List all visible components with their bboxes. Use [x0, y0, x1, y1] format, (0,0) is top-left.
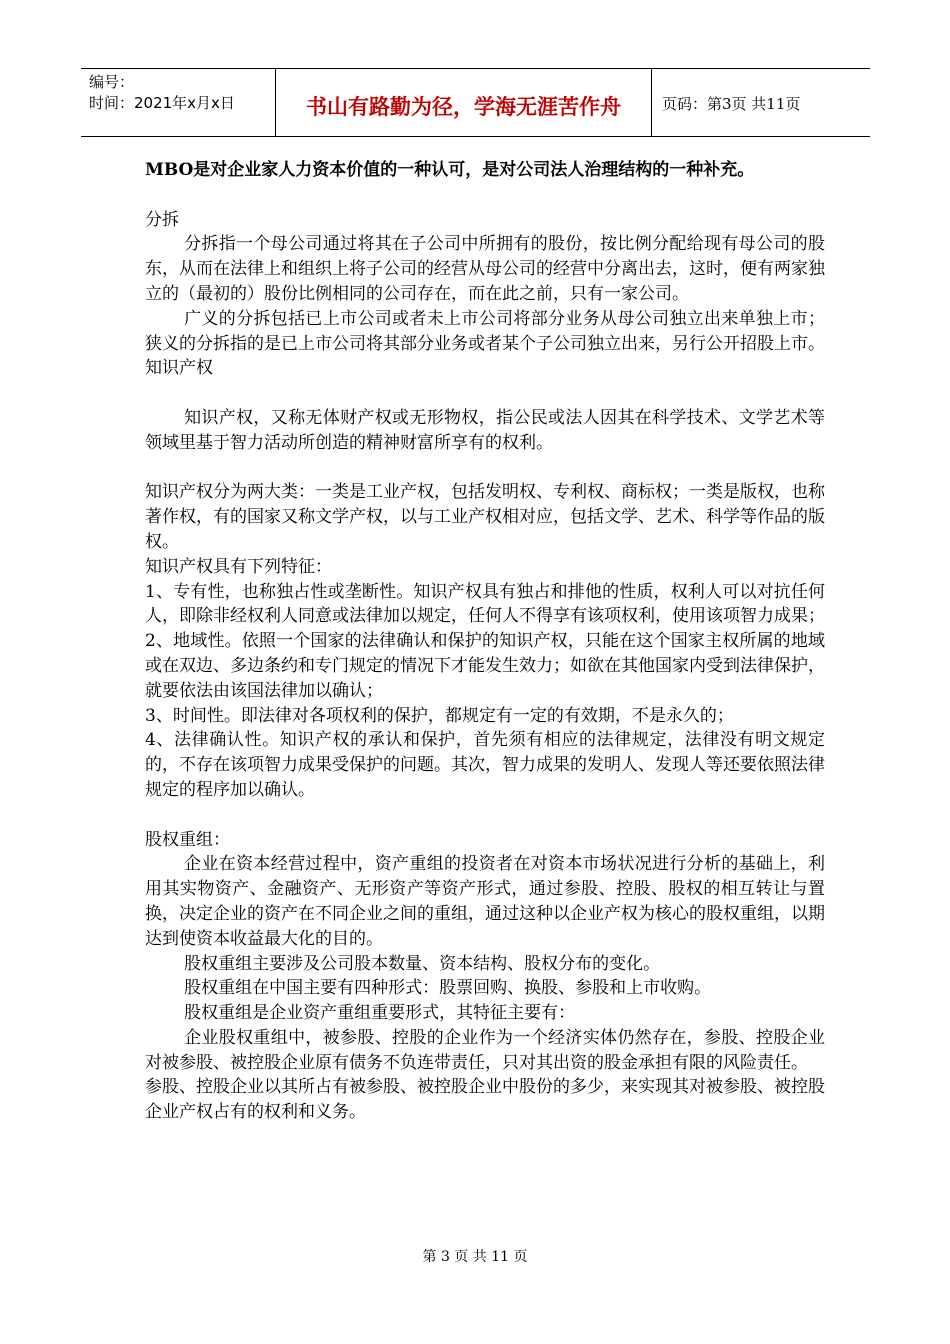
header-motto: 书山有路勤为径，学海无涯苦作舟: [276, 69, 652, 136]
paragraph-equity-feature-rights: 参股、控股企业以其所占有被参股、被控股企业中股份的多少，来实现其对被参股、被控股企业产权占有的权利和义务。: [145, 1077, 825, 1123]
paragraph-ip-categories: 知识产权分为两大类：一类是工业产权，包括发明权、专利权、商标权；一类是版权，也称著作权，有的国家又称文学产权，以与工业产权相对应，包括文学、艺术、科学等作品的版权。: [145, 482, 825, 552]
paragraph-equity-feature-liability: 企业股权重组中，被参股、控股的企业作为一个经济实体仍然存在，参股、控股企业对被参股、被控股企业原有债务不负连带责任，只对其出资的股金承担有限的风险责任。: [145, 1027, 825, 1073]
list-item-feature-4: 4、法律确认性。知识产权的承认和保护，首先须有相应的法律规定，法律没有明文规定的，不存在该项智力成果受保护的问题。其次，智力成果的发明人、发现人等还要依照法律规定的程序加以确认。: [145, 730, 825, 800]
document-body: [145, 158, 825, 1125]
paragraph-mbo: MBO是对企业家人力资本价值的一种认可，是对公司法人治理结构的一种补充。: [145, 160, 755, 180]
paragraph-spinoff-scope: 广义的分拆包括已上市公司或者未上市公司将部分业务从母公司独立出来单独上市；狭义的分拆指的是已上市公司将其部分业务或者某个子公司独立出来，另行公开招股上市。: [145, 308, 825, 354]
paragraph-equity-definition: 企业在资本经营过程中，资产重组的投资者在对资本市场状况进行分析的基础上，利用其实物资产、金融资产、无形资产等资产形式，通过参股、控股、股权的相互转让与置换，决定企业的资产在不同企业之间的重组，通过这种以企业产权为核心的股权重组，以期达到使资本收益最大化的目的。: [145, 854, 825, 949]
paragraph-equity-features-intro: 股权重组是企业资产重组重要形式，其特征主要有：: [184, 1003, 576, 1024]
page-footer: 第 3 页 共 11 页: [422, 1249, 528, 1265]
document-time-label: 时间：2021年x月x日: [89, 94, 235, 112]
heading-spinoff: 分拆: [145, 209, 179, 230]
heading-equity-restructuring: 股权重组：: [145, 829, 230, 850]
paragraph-equity-scope: 股权重组主要涉及公司股本数量、资本结构、股权分布的变化。: [184, 953, 661, 974]
paragraph-spinoff-definition: 分拆指一个母公司通过将其在子公司中所拥有的股份，按比例分配给现有母公司的股东，从而在法律上和组织上将子公司的经营从母公司的经营中分离出去，这时，便有两家独立的（最初的）股份比例相同的公司存在，而在此之前，只有一家公司。: [145, 234, 825, 304]
heading-ip: 知识产权: [145, 358, 213, 379]
paragraph-ip-features-intro: 知识产权具有下列特征：: [145, 556, 332, 577]
list-item-feature-2: 2、地域性。依照一个国家的法律确认和保护的知识产权，只能在这个国家主权所属的地域或在双边、多边条约和专门规定的情况下才能发生效力；如欲在其他国家内受到法律保护，就要依法由该国法律加以确认；: [145, 631, 825, 701]
header-meta: [81, 69, 276, 136]
header-page-info: 页码：第3页 共11页: [662, 95, 801, 113]
list-item-feature-1: 1、专有性，也称独占性或垄断性。知识产权具有独占和排他的性质，权利人可以对抗任何人，即除非经权利人同意或法律加以规定，任何人不得享有该项权利，使用该项智力成果；: [145, 581, 825, 627]
page-header: [81, 68, 870, 137]
list-item-feature-3: 3、时间性。即法律对各项权利的保护，都规定有一定的有效期，不是永久的；: [145, 705, 734, 726]
paragraph-equity-forms: 股权重组在中国主要有四种形式：股票回购、换股、参股和上市收购。: [184, 978, 712, 999]
document-number-label: 编号：: [89, 73, 135, 91]
paragraph-ip-definition: 知识产权，又称无体财产权或无形物权，指公民或法人因其在科学技术、文学艺术等领域里基于智力活动所创造的精神财富所享有的权利。: [145, 407, 825, 453]
